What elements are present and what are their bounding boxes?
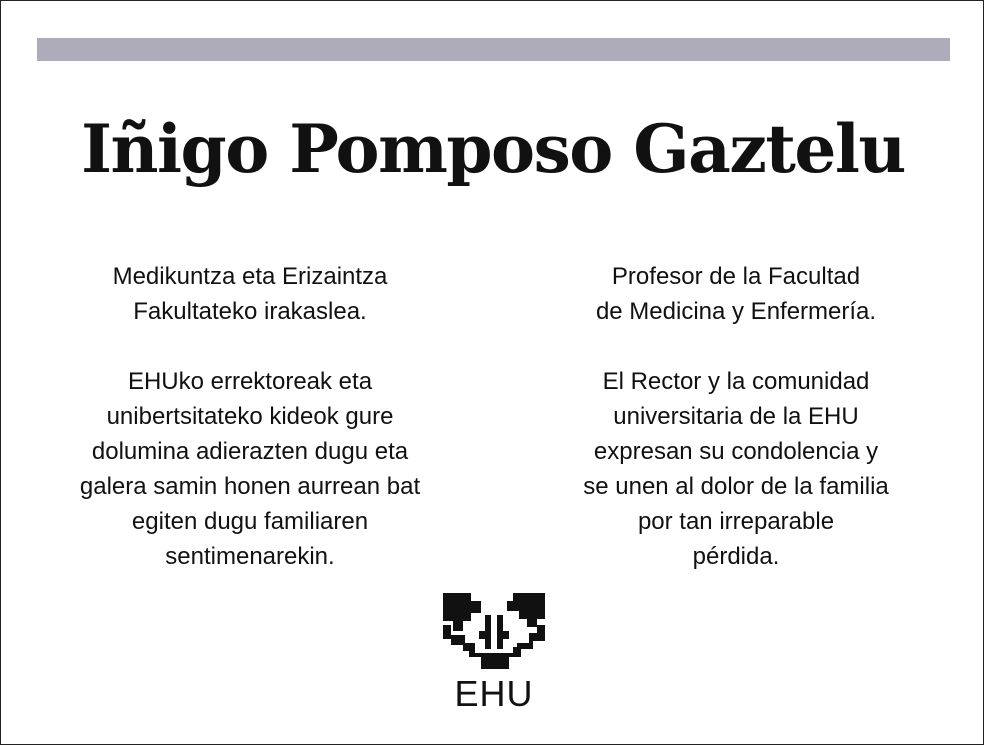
spanish-column [536,259,936,609]
basque-role: Medikuntza eta Erizaintza Fakultateko irakaslea. [112,263,388,325]
top-bar [37,38,950,61]
ehu-tree-icon [441,591,547,671]
spanish-role: Profesor de la Facultad de Medicina y Enfermería. [595,263,877,325]
basque-column [50,259,450,609]
ehu-logo-text: EHU [454,673,534,714]
deceased-name: Iñigo Pomposo Gaztelu [81,110,905,188]
spanish-message: El Rector y la comunidad universitaria de la EHU expresan su condolencia y se unen al dolor de la familia por tan irreparable pérdida. [583,368,889,570]
basque-message: EHUko errektoreak eta unibertsitateko kideok gure dolumina adierazten dugu eta galera samin honen aurrean bat egiten dugu familiaren sentimenarekin. [79,368,421,570]
